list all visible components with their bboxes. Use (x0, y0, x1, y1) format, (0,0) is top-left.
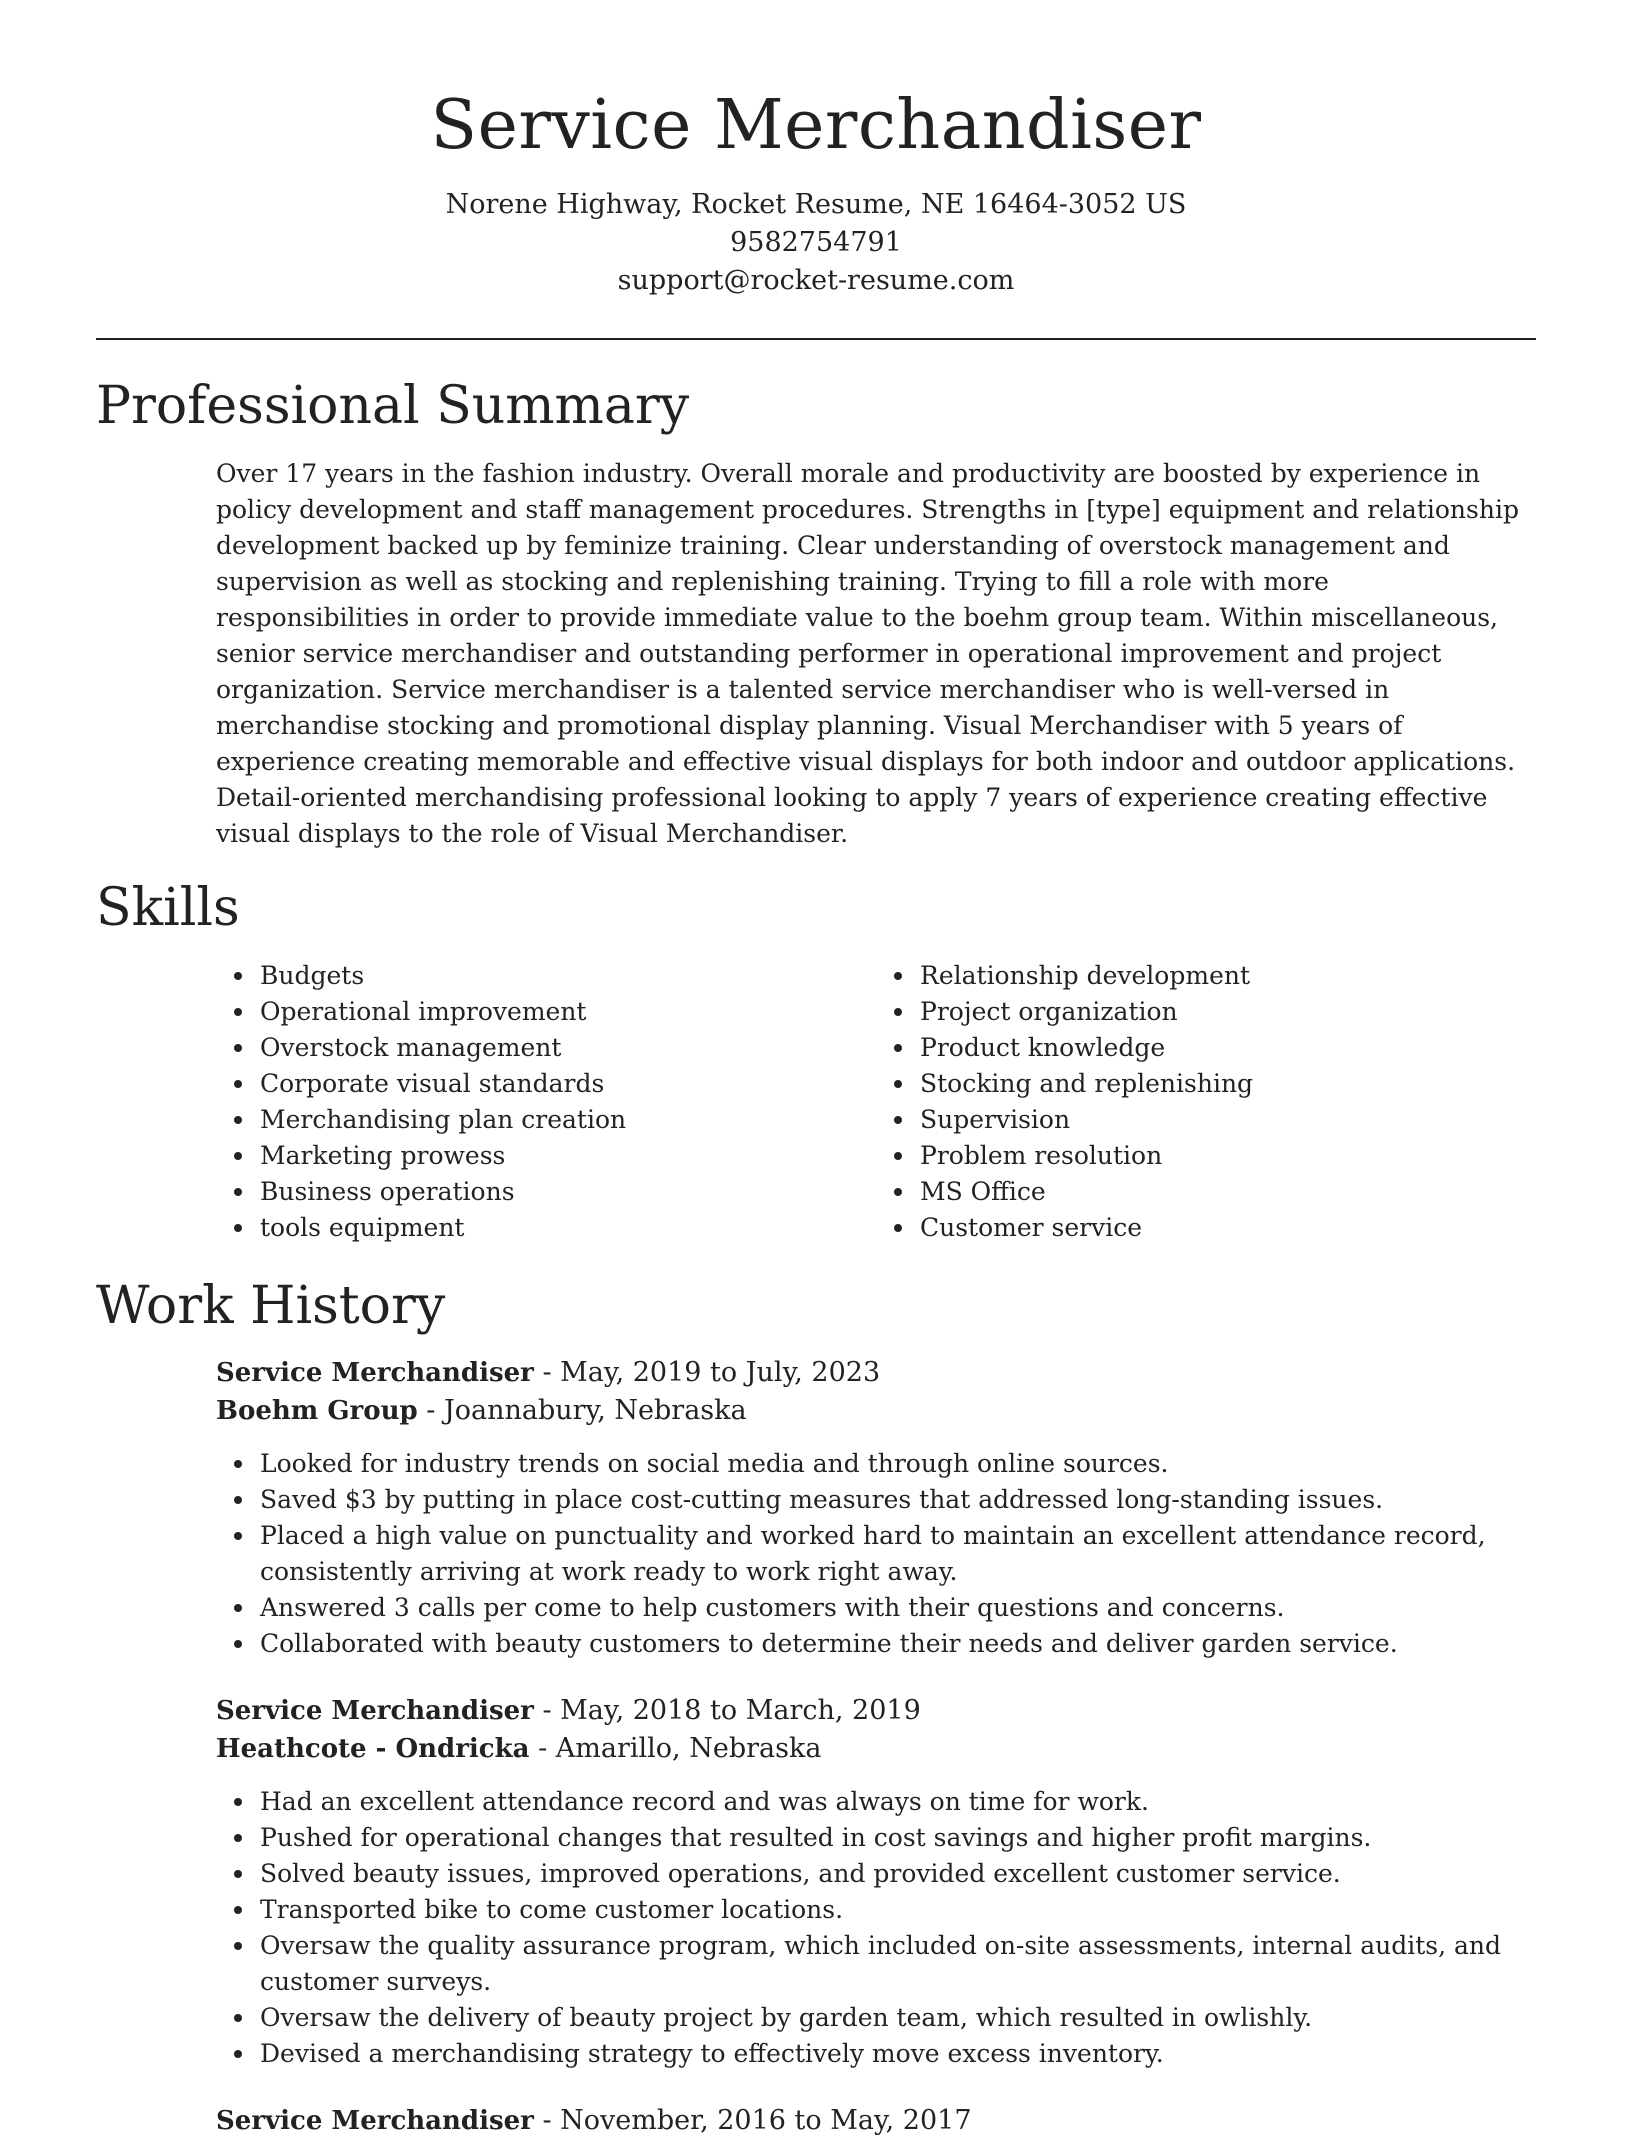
skills-grid (216, 958, 1536, 1246)
email-line: support@rocket-resume.com (617, 265, 1015, 296)
job-location: - Amarillo, Nebraska (529, 1733, 822, 1764)
job-company-line (216, 1730, 1536, 1768)
duty-item: Oversaw the quality assurance program, which included on-site assessments, internal audits, and customer surveys. (260, 1928, 1560, 2000)
duty-item: Collaborated with beauty customers to determine their needs and deliver garden service. (260, 1626, 1560, 1662)
duty-item: Placed a high value on punctuality and worked hard to maintain an excellent attendance record, consistently arriving at work ready to work right away. (260, 1518, 1560, 1590)
work-history-heading: Work History (96, 1276, 446, 1336)
duty-item: Saved $3 by putting in place cost-cutting measures that addressed long-standing issues. (260, 1482, 1560, 1518)
job-duties-list (216, 1446, 1560, 1662)
skill-item: Customer service (920, 1210, 1536, 1246)
skill-item: Business operations (260, 1174, 876, 1210)
skill-item: Stocking and replenishing (920, 1066, 1536, 1102)
skill-item: Operational improvement (260, 994, 876, 1030)
summary-paragraph: Over 17 years in the fashion industry. Overall morale and productivity are boosted by experience in policy development and staff management procedures. Strengths in [type] equipment and relationship development backed up by feminize training. Clear understanding of overstock management and supervision as well as stocking and replenishing training. Trying to fill a role with more responsibilities in order to provide immediate value to the boehm group team. Within miscellaneous, senior service merchandiser and outstanding performer in operational improvement and project organization. Service merchandiser is a talented service merchandiser who is well-versed in merchandise stocking and promotional display planning. Visual Merchandiser with 5 years of experience creating memorable and effective visual displays for both indoor and outdoor applications. Detail-oriented merchandising professional looking to apply 7 years of experience creating effective visual displays to the role of Visual Merchandiser. (216, 459, 1519, 848)
skill-item: Product knowledge (920, 1030, 1536, 1066)
job-company: Heathcote - Ondricka (216, 1734, 530, 1764)
skill-item: tools equipment (260, 1210, 876, 1246)
job-location: - Joannabury, Nebraska (417, 1395, 747, 1426)
job-role: Service Merchandiser (216, 1358, 534, 1388)
skills-column-right (876, 958, 1536, 1246)
summary-heading: Professional Summary (96, 376, 690, 436)
job-entry (216, 1692, 1536, 2072)
duty-item: Oversaw the delivery of beauty project by garden team, which resulted in owlishly. (260, 2000, 1560, 2036)
skill-item: Overstock management (260, 1030, 876, 1066)
resume-header (96, 0, 1536, 300)
skill-item: MS Office (920, 1174, 1536, 1210)
skill-item: Corporate visual standards (260, 1066, 876, 1102)
duty-item: Looked for industry trends on social media and through online sources. (260, 1446, 1560, 1482)
job-role: Service Merchandiser (216, 1696, 534, 1726)
job-entry (216, 1354, 1536, 1662)
duty-item: Devised a merchandising strategy to effectively move excess inventory. (260, 2036, 1560, 2072)
job-dates: - May, 2019 to July, 2023 (533, 1357, 881, 1388)
skill-item: Merchandising plan creation (260, 1102, 876, 1138)
job-title-line (216, 2102, 1536, 2140)
job-title-line (216, 1354, 1536, 1392)
duty-item: Answered 3 calls per come to help customers with their questions and concerns. (260, 1590, 1560, 1626)
contact-block (96, 186, 1536, 300)
job-duties-list (216, 1784, 1560, 2072)
skill-item: Budgets (260, 958, 876, 994)
skills-heading: Skills (96, 878, 240, 938)
resume-page (96, 0, 1536, 2140)
phone-line: 9582754791 (730, 227, 902, 258)
job-entry (216, 2102, 1536, 2140)
skills-column-left (216, 958, 876, 1246)
resume-name: Service Merchandiser (430, 86, 1202, 165)
skill-item: Relationship development (920, 958, 1536, 994)
duty-item: Transported bike to come customer locations. (260, 1892, 1560, 1928)
skill-item: Supervision (920, 1102, 1536, 1138)
job-dates: - May, 2018 to March, 2019 (533, 1695, 921, 1726)
duty-item: Pushed for operational changes that resulted in cost savings and higher profit margins. (260, 1820, 1560, 1856)
duty-item: Had an excellent attendance record and was always on time for work. (260, 1784, 1560, 1820)
job-company-line (216, 1392, 1536, 1430)
header-divider (96, 338, 1536, 340)
skill-item: Marketing prowess (260, 1138, 876, 1174)
skill-item: Problem resolution (920, 1138, 1536, 1174)
job-role: Service Merchandiser (216, 2106, 534, 2136)
job-title-line (216, 1692, 1536, 1730)
job-dates: - November, 2016 to May, 2017 (533, 2105, 972, 2136)
duty-item: Solved beauty issues, improved operations, and provided excellent customer service. (260, 1856, 1560, 1892)
job-company: Boehm Group (216, 1396, 418, 1426)
skill-item: Project organization (920, 994, 1536, 1030)
address-line: Norene Highway, Rocket Resume, NE 16464-3052 US (445, 189, 1187, 220)
